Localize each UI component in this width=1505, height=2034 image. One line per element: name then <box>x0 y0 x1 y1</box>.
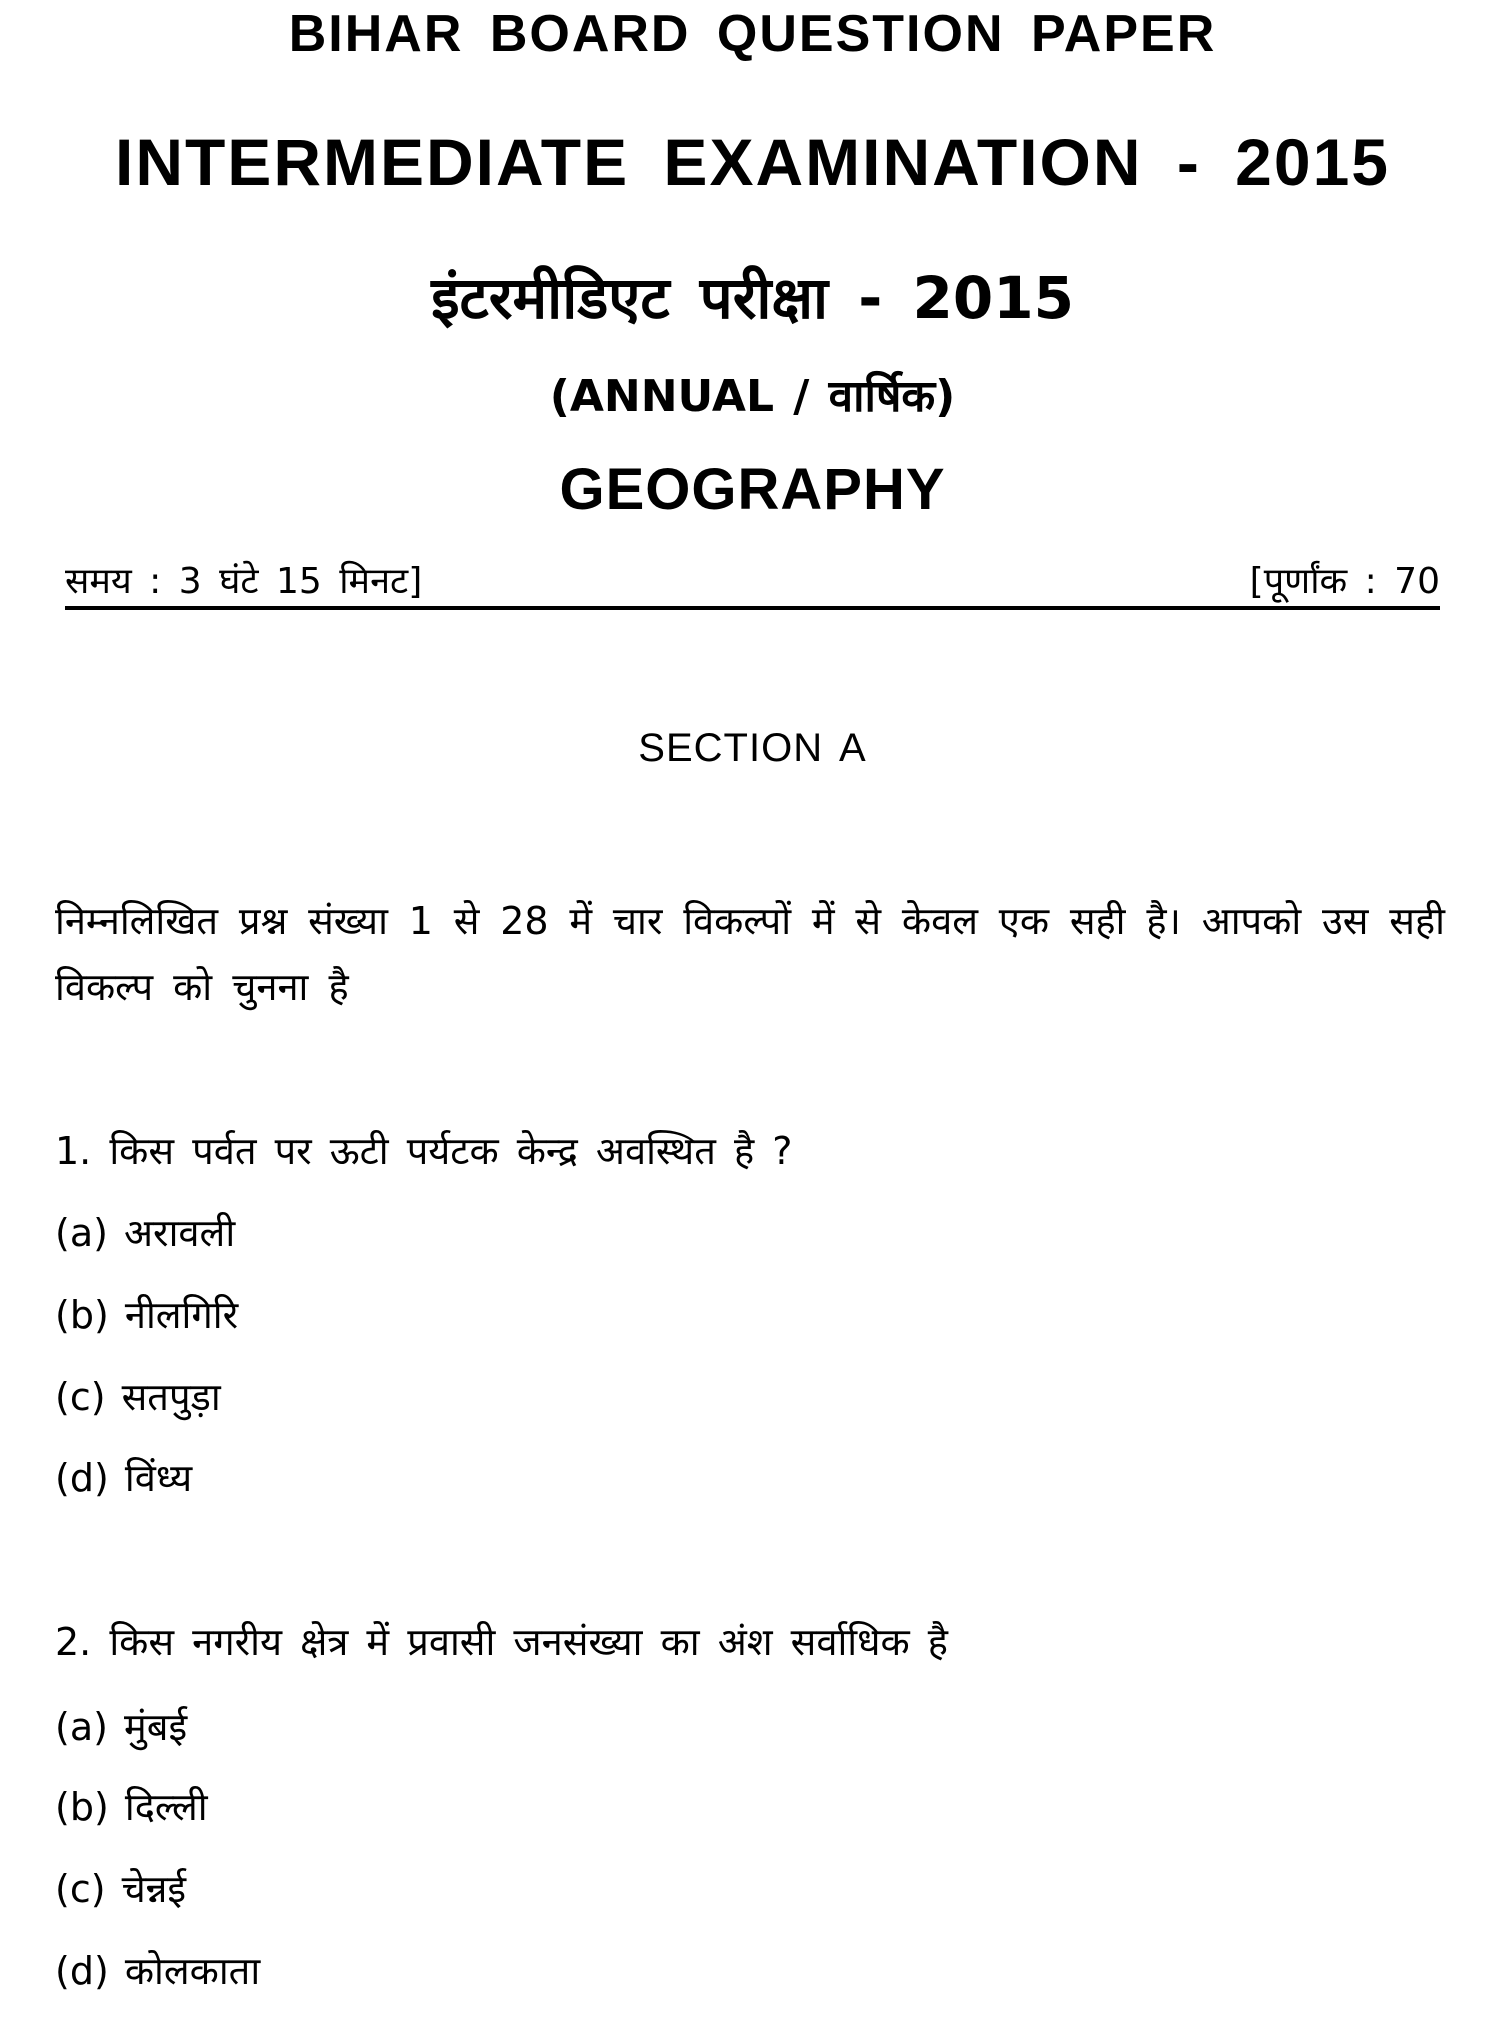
subject-title: GEOGRAPHY <box>559 457 946 522</box>
option-a: (a) अरावली <box>55 1211 236 1255</box>
exam-title-english: INTERMEDIATE EXAMINATION - 2015 <box>114 125 1391 199</box>
full-marks: [पूर्णांक : 70 <box>1249 561 1440 602</box>
exam-title-hindi: इंटरमीडिएट परीक्षा - 2015 <box>431 264 1074 332</box>
option-d: (d) विंध्य <box>55 1456 193 1500</box>
time-allowed: समय : 3 घंटे 15 मिनट] <box>65 561 423 602</box>
exam-session: (ANNUAL / वार्षिक) <box>549 371 956 422</box>
option-c: (c) चेन्नई <box>55 1867 187 1911</box>
option-a: (a) मुंबई <box>55 1705 188 1749</box>
option-b: (b) दिल्ली <box>55 1785 208 1829</box>
option-c: (c) सतपुड़ा <box>55 1375 221 1419</box>
option-d: (d) कोलकाता <box>55 1949 261 1993</box>
question-text: 2. किस नगरीय क्षेत्र में प्रवासी जनसंख्या का अंश सर्वाधिक है <box>55 1620 948 1664</box>
time-marks-row <box>65 562 1440 610</box>
question-text: 1. किस पर्वत पर ऊटी पर्यटक केन्द्र अवस्थित है ? <box>55 1129 793 1173</box>
section-title: SECTION A <box>638 726 867 770</box>
board-title: BIHAR BOARD QUESTION PAPER <box>288 5 1217 63</box>
section-instructions: निम्नलिखित प्रश्न संख्या 1 से 28 में चार विकल्पों में से केवल एक सही है। आपको उस सही विकल्प को चुनना है <box>55 899 1445 1009</box>
option-b: (b) नीलगिरि <box>55 1293 239 1337</box>
